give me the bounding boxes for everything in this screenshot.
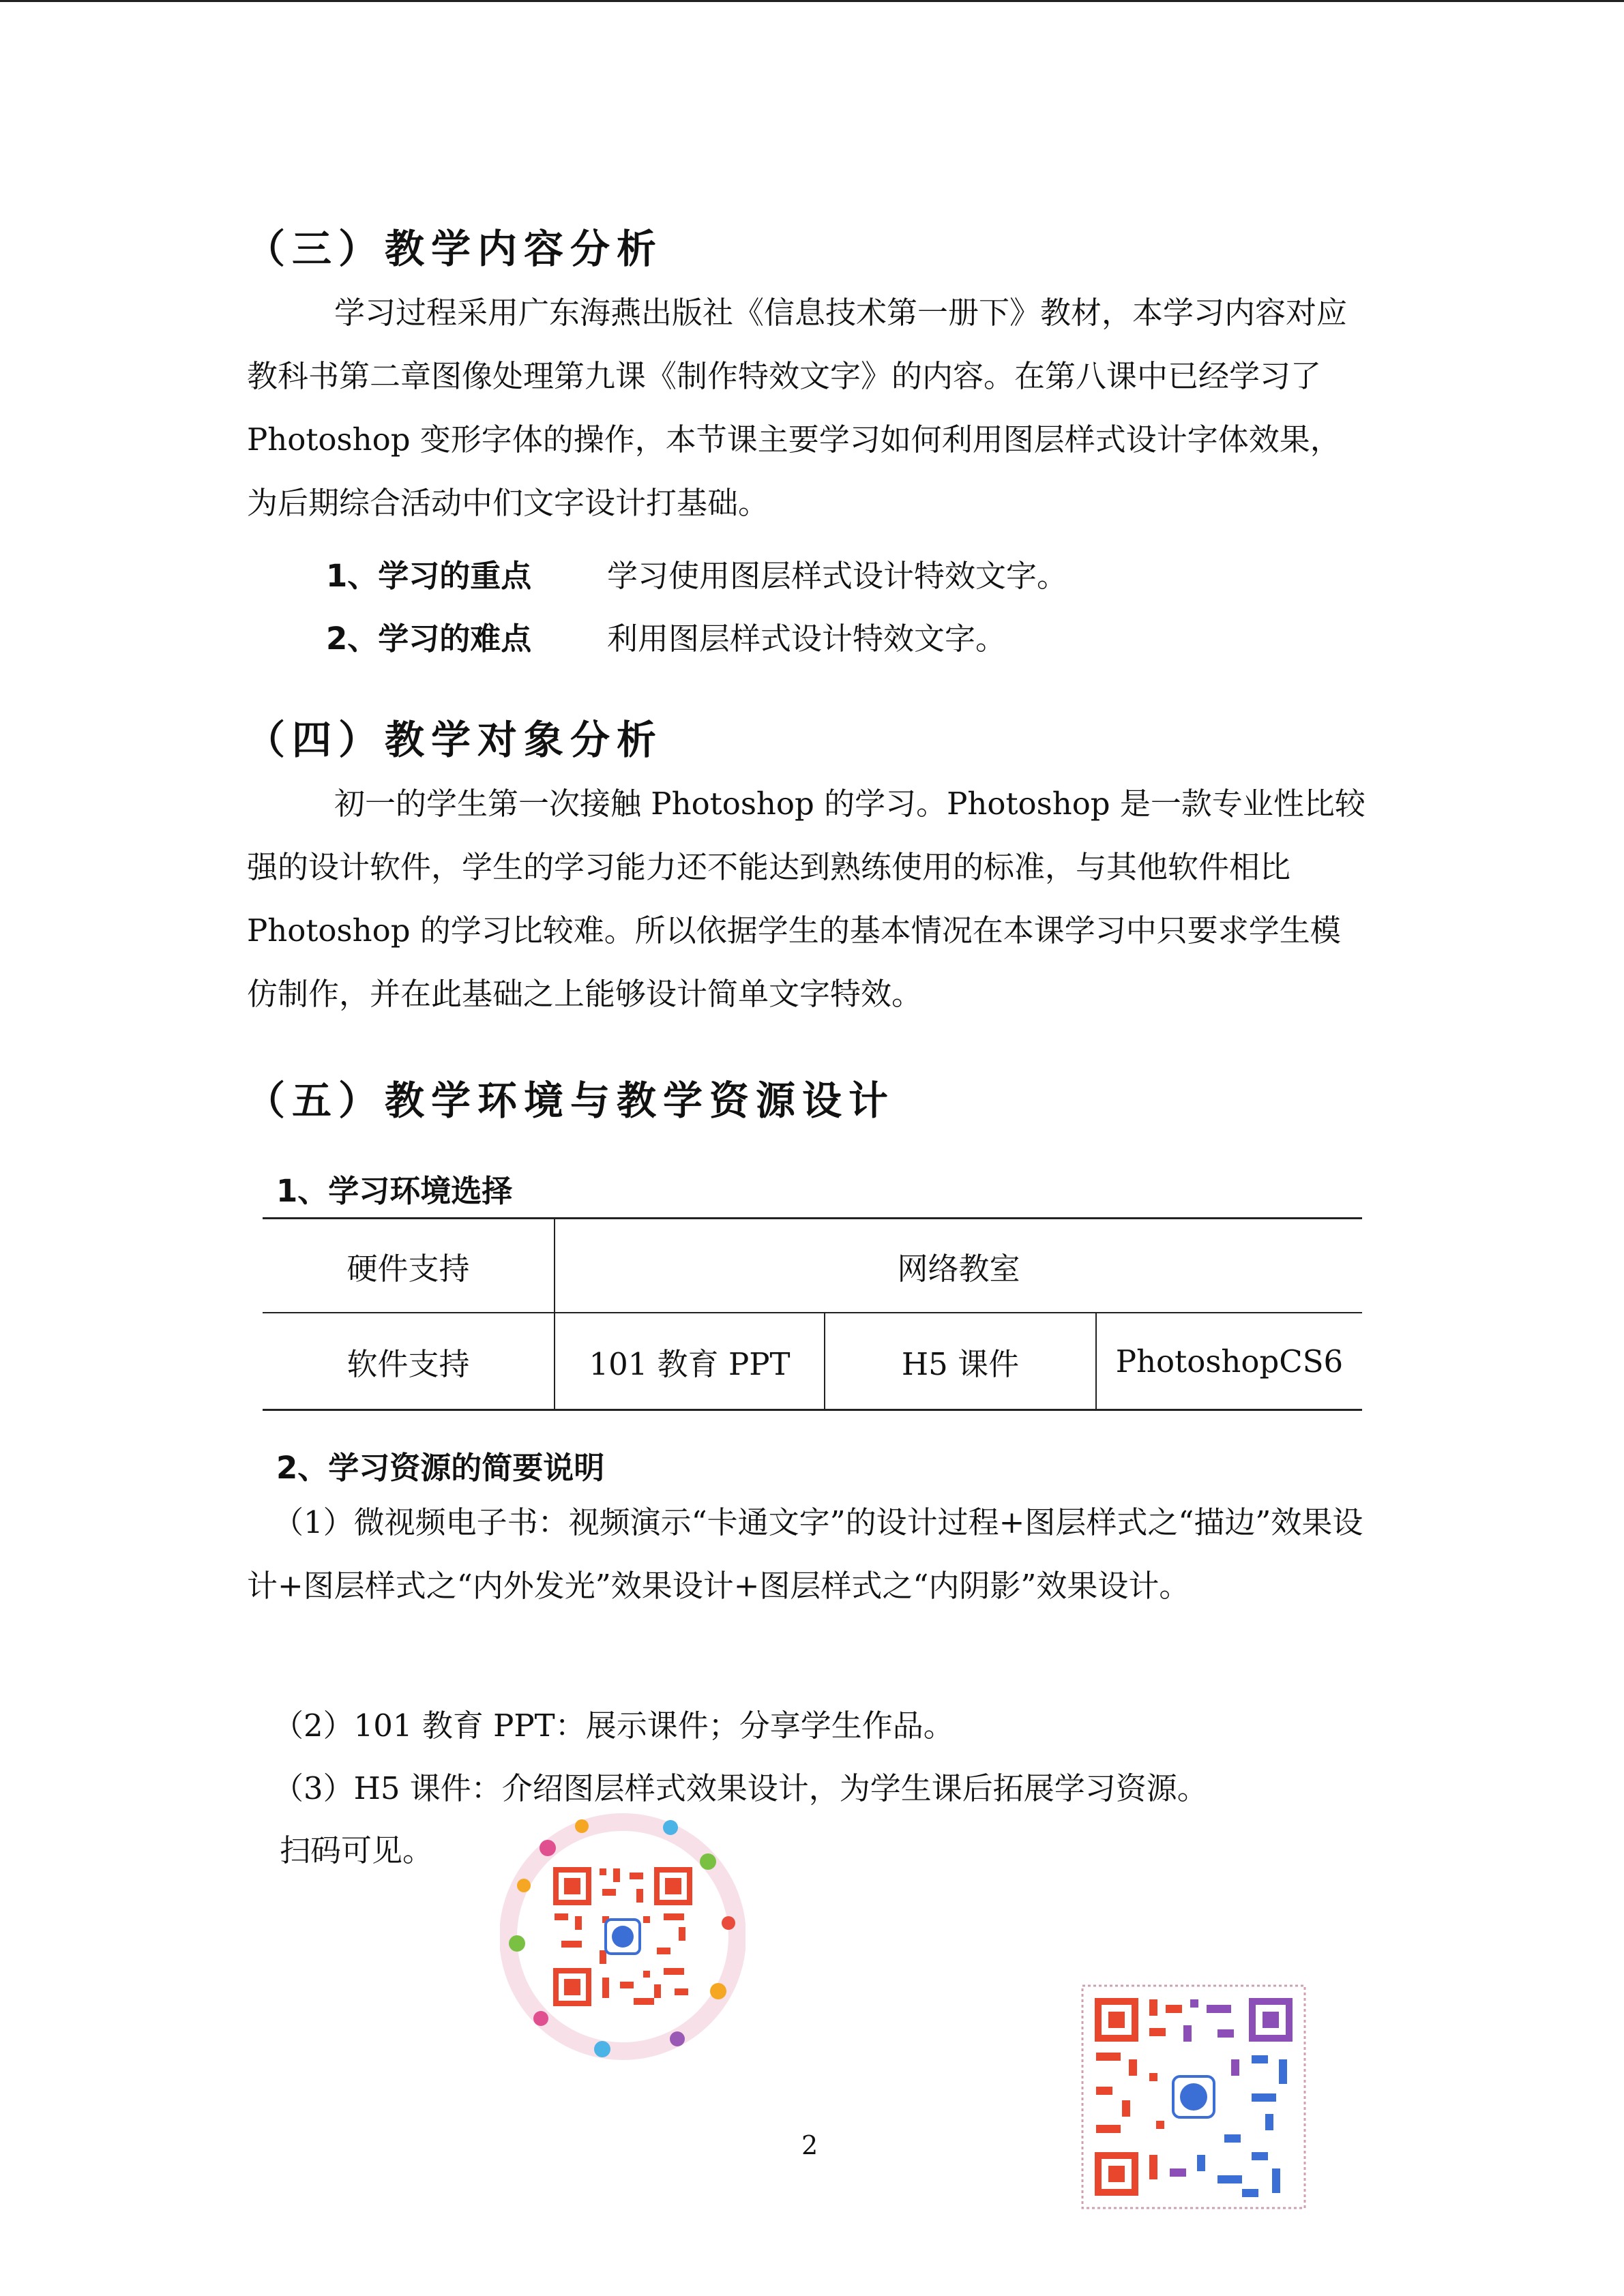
qr-code-circular-icon[interactable] (500, 1807, 745, 2066)
section-4-heading: （四）教学对象分析 (246, 717, 664, 763)
key-point-text: 学习使用图层样式设计特效文字。 (607, 558, 1068, 594)
scan-text: 扫码可见。 (280, 1832, 434, 1868)
hardware-value: 网络教室 (555, 1219, 1362, 1313)
software-value-ppt: 101 教育 PPT (555, 1313, 825, 1410)
section-3-paragraph: 学习过程采用广东海燕出版社《信息技术第一册下》教材，本学习内容对应教科书第二章图像处理第九课《制作特效文字》的内容。在第八课中已经学习了 Photoshop 变形字体的操作，本节课主要学习如何利用图层样式设计字体效果，为后期综合活动中们文字设计打基础。 (247, 295, 1348, 521)
hardware-label: 硬件支持 (263, 1219, 555, 1313)
qr-code-square-icon[interactable] (1081, 1984, 1306, 2209)
software-label: 软件支持 (263, 1313, 555, 1410)
software-value-photoshop: PhotoshopCS6 (1096, 1313, 1362, 1410)
section-5-heading: （五）教学环境与教学资源设计 (246, 1077, 896, 1124)
resource-2: （2）101 教育 PPT：展示课件；分享学生作品。 (273, 1708, 954, 1744)
section-3-heading: （三）教学内容分析 (246, 226, 664, 272)
table-row (263, 1219, 1362, 1313)
resource-3: （3）H5 课件：介绍图层样式效果设计，为学生课后拓展学习资源。 (273, 1770, 1208, 1806)
key-point-label: 1、学习的重点 (326, 558, 532, 594)
environment-table (263, 1217, 1362, 1411)
env-title: 1、学习环境选择 (276, 1173, 513, 1209)
section-4-paragraph: 初一的学生第一次接触 Photoshop 的学习。Photoshop 是一款专业性比较强的设计软件，学生的学习能力还不能达到熟练使用的标准，与其他软件相比 Photoshop 的学习比较难。所以依据学生的基本情况在本课学习中只要求学生模仿制作，并在此基础之上能够设计简单文字特效。 (247, 786, 1365, 1012)
software-value-h5: H5 课件 (825, 1313, 1096, 1410)
page-number: 2 (801, 2130, 818, 2160)
page-top-border (0, 0, 1624, 2)
resource-1: （1）微视频电子书：视频演示“卡通文字”的设计过程+图层样式之“描边”效果设计+图层样式之“内外发光”效果设计+图层样式之“内阴影”效果设计。 (247, 1504, 1363, 1604)
difficulty-text: 利用图层样式设计特效文字。 (607, 621, 1007, 657)
resources-title: 2、学习资源的简要说明 (276, 1450, 605, 1486)
difficulty-label: 2、学习的难点 (326, 621, 532, 657)
table-row (263, 1313, 1362, 1410)
